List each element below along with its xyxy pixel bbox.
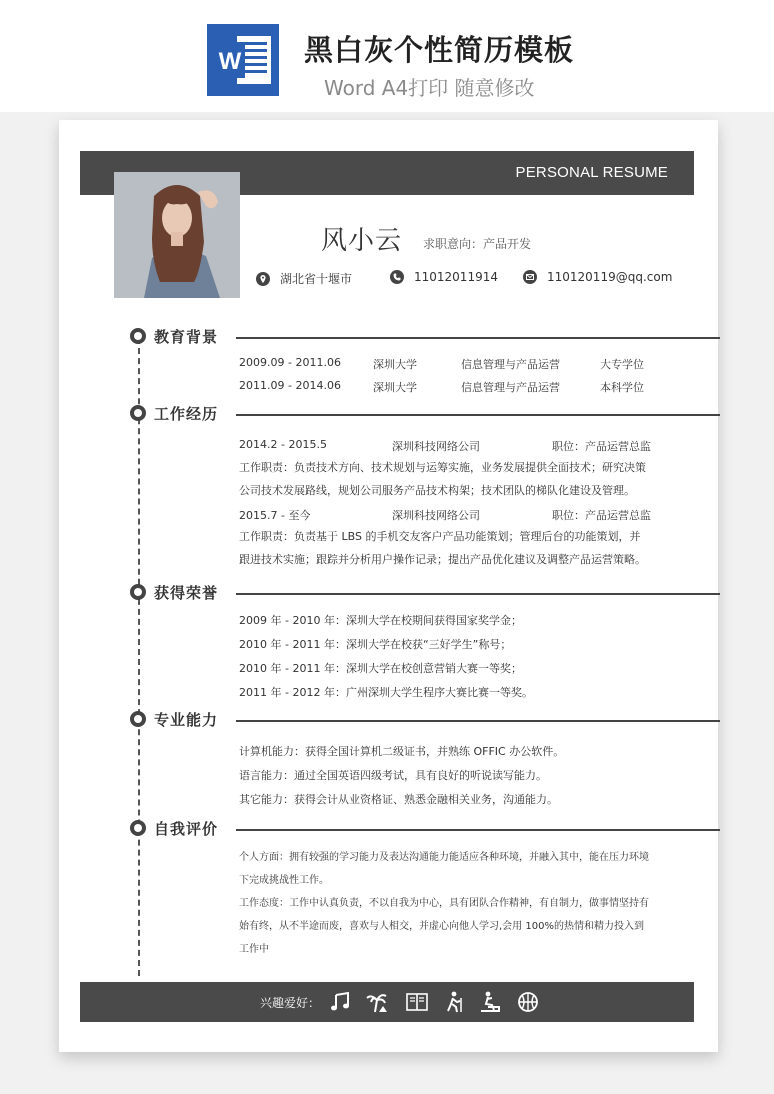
section-title: 专业能力 [154,711,219,729]
honor-item: 2010 年 - 2011 年：深圳大学在校创意营销大赛一等奖； [239,662,522,675]
job-company: 深圳科技网络公司 [392,440,480,453]
timeline-dot [130,711,146,727]
header-text: PERSONAL RESUME [515,164,668,181]
hobbies-label: 兴趣爱好： [260,996,321,1010]
job-intent: 求职意向：产品开发 [423,237,532,251]
beach-icon [365,990,389,1014]
honor-item: 2010 年 - 2011 年：深圳大学在校获“三好学生”称号； [239,638,512,651]
education-school: 深圳大学 [373,381,417,394]
hobbies-bar [80,982,694,1022]
section-work [130,403,660,423]
timeline-line [138,338,140,976]
education-major: 信息管理与产品运营 [461,381,560,394]
section-title: 工作经历 [154,405,219,423]
phone-text: 11012011914 [414,270,498,284]
reading-icon [405,990,429,1014]
section-honors [130,582,660,602]
contact-location [256,270,352,287]
word-icon-letter: W [218,48,242,75]
template-banner [0,0,774,112]
education-period: 2009.09 - 2011.06 [239,356,341,369]
resume-page [59,120,718,1052]
profile-photo-image [114,172,240,298]
timeline-dot [130,328,146,344]
job-duty: 工作职责：负责技术方向、技术规划与运筹实施，业务发展提供全面技术；研究决策公司技术发展路线，规划公司服务产品技术构架；技术团队的梯队化建设及管理。 [239,461,646,497]
skill-item: 其它能力：获得会计从业资格证、熟悉金融相关业务，沟通能力。 [239,793,558,806]
music-icon [328,990,352,1014]
job-position: 职位：产品运营总监 [552,509,651,522]
word-icon [207,24,279,96]
self-eval-item: 工作态度：工作中认真负责，不以自我为中心，具有团队合作精神，有自制力，做事情坚持有始有终，从不半途而废，喜欢与人相交，并虚心向他人学习,会用 100%的热情和精力投入到工作中 [239,898,649,955]
timeline-dot [130,820,146,836]
location-icon [256,272,270,286]
fitness-icon [478,990,502,1014]
phone-icon [390,270,404,284]
candidate-name: 风小云 [321,226,403,256]
education-period: 2011.09 - 2014.06 [239,379,341,392]
email-text: 110120119@qq.com [547,270,673,284]
email-icon [523,270,537,284]
section-divider [236,720,720,722]
self-eval-item: 个人方面：拥有较强的学习能力及表达沟通能力能适应各种环境，并融入其中，能在压力环境下完成挑战性工作。 [239,852,649,886]
job-position: 职位：产品运营总监 [552,440,651,453]
contact-email [523,270,672,284]
section-title: 自我评价 [154,820,219,838]
profile-photo [114,172,240,298]
education-major: 信息管理与产品运营 [461,358,560,371]
honor-item: 2009 年 - 2010 年：深圳大学在校期间获得国家奖学金； [239,614,522,627]
section-skills [130,709,660,729]
education-school: 深圳大学 [373,358,417,371]
education-degree: 大专学位 [600,358,644,371]
banner-subtitle: Word A4打印 随意修改 [324,76,535,100]
job-period: 2015.7 - 至今 [239,509,311,522]
honor-item: 2011 年 - 2012 年：广州深圳大学生程序大赛比赛一等奖。 [239,686,533,699]
job-period: 2014.2 - 2015.5 [239,438,327,451]
section-divider [236,414,720,416]
skill-item: 语言能力：通过全国英语四级考试，具有良好的听说读写能力。 [239,769,547,782]
hiking-icon [442,990,466,1014]
skill-item: 计算机能力：获得全国计算机二级证书，并熟练 OFFIC 办公软件。 [239,745,565,758]
section-title: 获得荣誉 [154,584,219,602]
section-divider [236,829,720,831]
banner-title: 黑白灰个性简历模板 [304,33,575,67]
section-title: 教育背景 [154,328,219,346]
timeline-dot [130,584,146,600]
job-company: 深圳科技网络公司 [392,509,480,522]
contact-phone [390,270,498,284]
timeline-dot [130,405,146,421]
section-education [130,326,660,346]
job-duty: 工作职责：负责基于 LBS 的手机交友客户产品功能策划；管理后台的功能策划，并跟进技术实施；跟踪并分析用户操作记录；提出产品优化建议及调整产品运营策略。 [239,530,646,566]
section-self-eval [130,818,660,838]
education-degree: 本科学位 [600,381,644,394]
section-divider [236,593,720,595]
section-divider [236,337,720,339]
location-text: 湖北省十堰市 [280,272,353,286]
basketball-icon [516,990,540,1014]
